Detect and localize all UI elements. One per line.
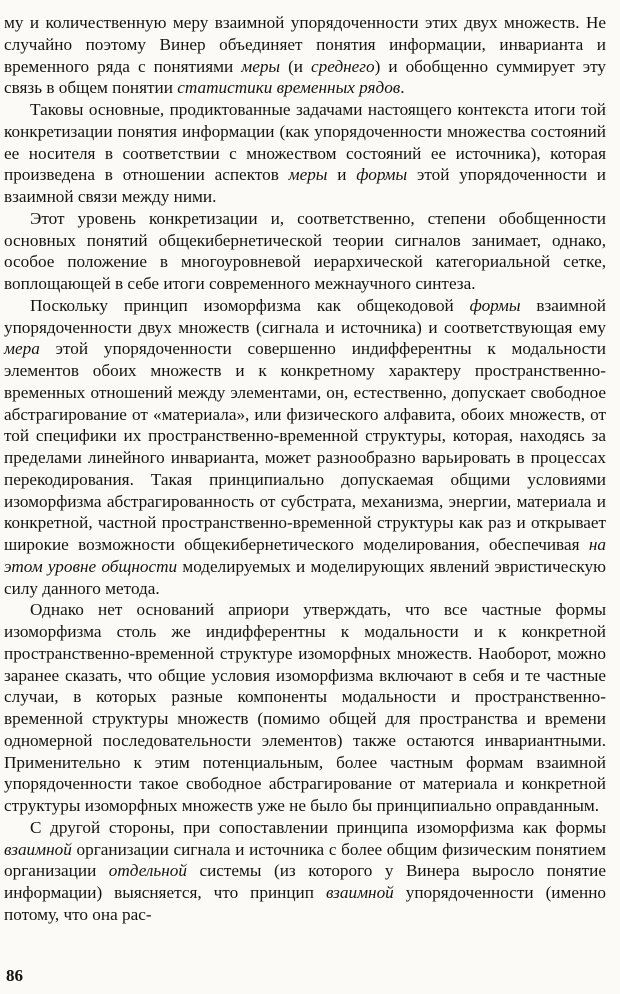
paragraph [4, 99, 606, 208]
text-run: Однако нет оснований априори утверждать, что все частные формы изоморфизма столь же индифферентны к модальности и к конкретной пространственно-временной структуре изоморфных множеств. Наоборот, можно заранее сказать, что общие условия изоморфизма включают в себя и те частные случаи, в которых разные компоненты модальности и пространственно-временной структуры множеств (помимо общей для пространства и времени одномерной последовательности элементов) также остаются инвариантными. Применительно к этим потенциальным, более частным формам взаимной упорядоченности такое свободное абстрагирование от материала и конкретной структуры изоморфных множеств уже не было бы принципиально оправданным. [4, 600, 606, 815]
italic-text: мера [4, 339, 40, 359]
italic-text: на этом уровне общности [4, 535, 606, 576]
text-run: моделируемых и моделирующих явлений эвристическую силу данного метода. [4, 556, 606, 598]
text-run: организации сигнала и источника с более общим физическим понятием организации [4, 839, 606, 881]
text-run: системы (из которого у Винера выросло понятие информации) выясняется, что принцип [4, 861, 606, 902]
italic-text: формы [356, 165, 408, 185]
text-run: му и количественную меру взаимной упорядоченности этих двух множеств. Не случайно поэтому Винер объединяет понятия информации, инварианта и временного ряда с понятиями [4, 13, 606, 76]
paragraph [4, 208, 606, 295]
text-run: Этот уровень конкретизации и, соответственно, степени обобщенности основных понятий общекибернетической теории сигналов занимает, однако, особое положение в многоуровневой иерархической категориальной сетке, воплощающей в себе итоги современного межнаучного синтеза. [4, 208, 606, 293]
text-run: ) и обобщенно суммирует эту связь в общем понятии [4, 56, 606, 98]
italic-text: меры [241, 56, 281, 76]
page-number: 86 [6, 966, 23, 985]
paragraph [4, 817, 606, 926]
text-run: взаимной упорядоченности двух множеств (сигнала и источника) и соответствующая ему [4, 295, 606, 337]
text-run: этой упорядоченности и взаимной связи между ними. [4, 165, 607, 206]
italic-text: меры [288, 165, 328, 185]
italic-text: взаимной [4, 839, 72, 859]
text-run: Таковы основные, продиктованные задачами настоящего контекста итоги той конкретизации понятия информации (как упорядоченности множества состояний ее носителя в соответствии с множеством состояний ее источника), которая произведена в отношении аспектов [4, 100, 606, 185]
italic-text: среднего [311, 56, 375, 76]
text-run: Поскольку принцип изоморфизма как общекодовой [30, 295, 470, 315]
italic-text: формы [469, 295, 521, 315]
paragraph [4, 295, 606, 600]
text-run: этой упорядоченности совершенно индифферентны к модальности элементов обоих множеств и к конкретному характеру пространственно-временных отношений между элементами, он, естественно, допускает свободное абстрагирование от «материала», или физического алфавита, обоих множеств, от той специфики их пространственно-временной структуры, которая, находясь за пределами линейного инварианта, может разнообразно варьировать в процессах перекодирования. Такая принципиально допускаемая общими условиями изоморфизма абстрагированность от субстрата, механизма, энергии, материала и конкретной, частной пространственно-временной структуры как раз и открывает широкие возможности общекибернетического моделирования, обеспечивая [4, 339, 606, 554]
paragraph [4, 599, 606, 817]
italic-text: статистики временных рядов [177, 78, 401, 98]
italic-text: взаимной [325, 883, 394, 902]
paragraph [4, 12, 606, 99]
text-run: С другой стороны, при сопоставлении принципа изоморфизма как формы [30, 817, 606, 837]
italic-text: отдельной [108, 861, 187, 881]
text-run: . [400, 78, 405, 98]
text-run: и [327, 165, 357, 185]
text-run: (и [280, 56, 312, 76]
body-text [4, 12, 606, 926]
text-run: упорядоченности (именно потому, что она рас- [4, 883, 606, 924]
